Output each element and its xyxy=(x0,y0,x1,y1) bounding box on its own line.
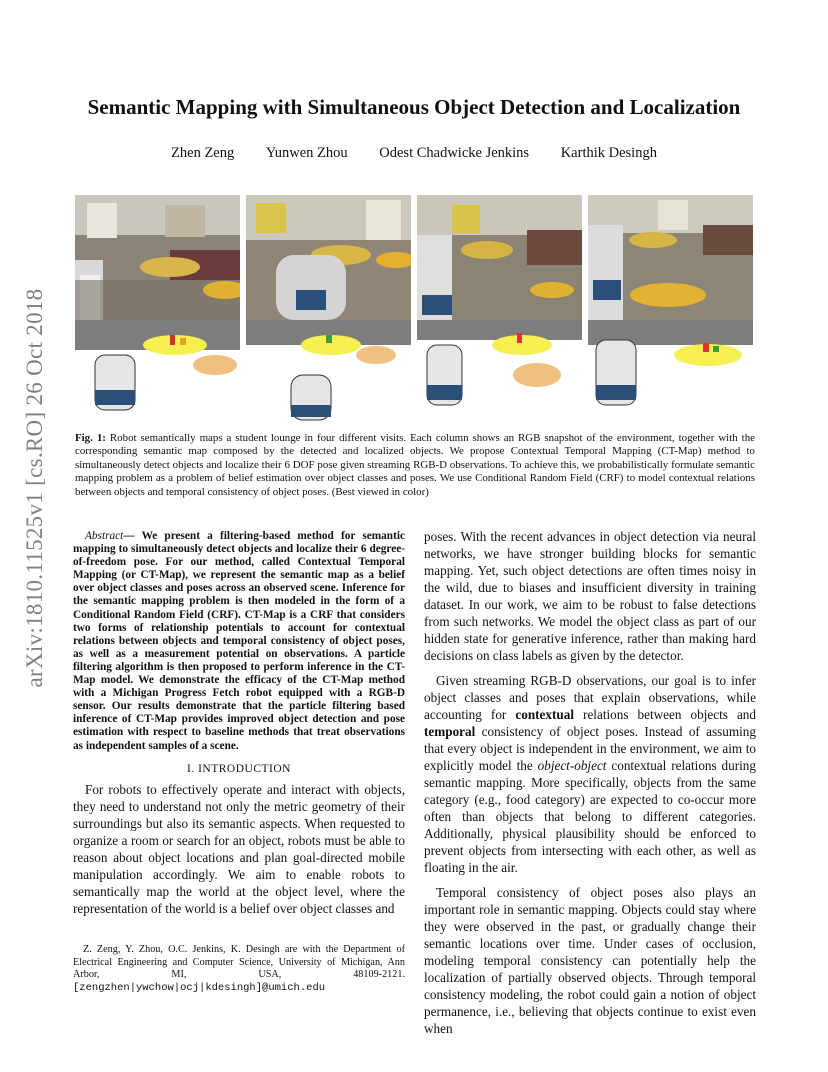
text-run-italic: object-object xyxy=(537,758,607,773)
body-paragraph xyxy=(424,672,756,876)
text-run-bold: contextual xyxy=(515,707,574,722)
author: Zhen Zeng xyxy=(171,145,235,161)
photo-and-map-image xyxy=(246,195,411,423)
body-paragraph: Temporal consistency of object poses also plays an important role in semantic mapping. Objects could stay where they were observed in the past, or gradually change their semantic locations over time. Under cases of occlusion, modeling temporal consistency can potentially help the localization of partially observed objects. Through temporal consistency modeling, the robot could gain a notion of object permanence, i.e., believing that objects continue to exist even when xyxy=(424,885,756,1036)
section-heading: I. INTRODUCTION xyxy=(187,762,291,775)
footnote-text: Z. Zeng, Y. Zhou, O.C. Jenkins, K. Desingh are with the Department of Electrical Engineering and Computer Science, University of Michigan, Ann Arbor, MI, USA, 48109-2121. xyxy=(73,944,405,981)
arxiv-identifier xyxy=(20,288,50,688)
author: Karthik Desingh xyxy=(560,145,657,161)
figure-panel-2 xyxy=(246,195,411,423)
author: Odest Chadwicke Jenkins xyxy=(379,145,530,161)
figure-caption xyxy=(75,432,755,499)
author-affiliation-footnote xyxy=(73,944,405,994)
right-column xyxy=(424,528,756,1045)
caption-label: Fig. 1: xyxy=(75,432,106,444)
text-run-bold: temporal xyxy=(424,724,476,739)
figure-panel-1 xyxy=(75,195,240,423)
figure-panel-3 xyxy=(417,195,582,423)
caption-text: Robot semantically maps a student lounge in four different visits. Each column shows an RGB snapshot of the environment, together with the corresponding semantic map composed by the detected and localized objects. We propose Contextual Temporal Mapping (CT-Map) method to simultaneously detect objects and localize their 6 DOF pose given streaming RGB-D observations. To achieve this, we probabilistically formulate semantic mapping problem as a problem of belief estimation over object classes and poses. We use Conditional Random Field (CRF) to model contextual relations between objects and temporal consistency of object poses. (Best viewed in color) xyxy=(75,432,755,498)
author: Yunwen Zhou xyxy=(265,145,348,161)
text-run: Given streaming RGB-D observations, our goal is to infer object classes and poses that explain observations, while accounting for xyxy=(424,673,756,722)
text-run: consistency of object poses. Instead of assuming that every object is independent in the environment, we aim to explicitly model the xyxy=(424,724,756,773)
author-list xyxy=(0,145,828,162)
photo-and-map-image xyxy=(417,195,582,423)
left-column xyxy=(73,530,405,917)
footnote-email: [zengzhen|ywchow|ocj|kdesingh]@umich.edu xyxy=(73,981,326,994)
photo-and-map-image xyxy=(588,195,753,423)
paper-title: Semantic Mapping with Simultaneous Object Detection and Localization xyxy=(87,95,741,119)
body-paragraph: poses. With the recent advances in object detection via neural networks, we have stronger building blocks for semantic mapping. Yet, such object detections are often times noisy in the wild, due to biases and insufficient diversity in training dataset. In our work, we aim to be robust to false detections from such networks. We model the object class as part of our hidden state for generative inference, rather than making hard decisions on class labels as given by the detector. xyxy=(424,529,756,663)
text-run: relations between objects and xyxy=(573,707,756,722)
abstract-text: We present a filtering-based method for semantic mapping to simultaneously detect objects and localize their 6 degree-of-freedom pose. For our method, called Contextual Temporal Mapping (or CT-Map), we represent the semantic map as a belief over object classes and poses across an observed scene. Inference for the semantic mapping problem is then modeled in the form of a Conditional Random Field (CRF). CT-Map is a CRF that considers two forms of relationship potentials to account for contextual relations between objects and temporal consistency of object poses, as well as a measurement potential on observations. A particle filtering algorithm is then proposed to perform inference in the CT-Map model. We demonstrate the efficacy of the CT-Map method with a Michigan Progress Fetch robot equipped with a RGB-D sensor. Our results demonstrate that the particle filtering based inference of CT-Map provides improved object detection and pose estimation with respect to baseline methods that treat observations as independent samples of a scene. xyxy=(73,530,406,752)
intro-paragraph: For robots to effectively operate and interact with objects, they need to understand not only the metric geometry of their surroundings but also its semantic aspects. When requested to organize a room or search for an object, robots must be able to reason about object locations and plan goal-directed mobile manipulation accordingly. We aim to enable robots to semantically map the world at the object level, where the representation of the world is a belief over object classes and xyxy=(73,781,405,916)
photo-and-map-image xyxy=(75,195,240,423)
arxiv-identifier-text: arXiv:1810.11525v1 [cs.RO] 26 Oct 2018 xyxy=(22,288,47,688)
figure-1 xyxy=(75,195,755,423)
abstract: Abstract— We present a filtering-based method for semantic mapping to simultaneously detect objects and localize their 6 degree-of-freedom pose. For our method, called Contextual Temporal Mapping (or CT-Map), we represent the semantic map as a belief over object classes and poses across an observed scene. Inference for the semantic mapping problem is then modeled in the form of a Conditional Random Field (CRF). CT-Map is a CRF that considers two forms of relationship potentials to account for contextual relations between objects and temporal consistency of object poses, as well as a measurement potential on observations. A particle filtering algorithm is then proposed to perform inference in the CT-Map model. We demonstrate the efficacy of the CT-Map method with a Michigan Progress Fetch robot equipped with a RGB-D sensor. Our results demonstrate that the particle filtering based inference of CT-Map provides improved object detection and pose estimation with respect to baseline methods that treat observations as independent samples of a scene. xyxy=(73,530,406,752)
abstract-label: Abstract xyxy=(85,530,124,542)
text-run: contextual relations during semantic mapping. More specifically, objects from the same category (e.g., food category) are expected to co-occur more often than objects that belong to different categories. Additionally, physical plausibility should be enforced to prevent objects from intersecting with each other, as well as floating in the air. xyxy=(424,758,756,875)
figure-panel-4 xyxy=(588,195,753,423)
